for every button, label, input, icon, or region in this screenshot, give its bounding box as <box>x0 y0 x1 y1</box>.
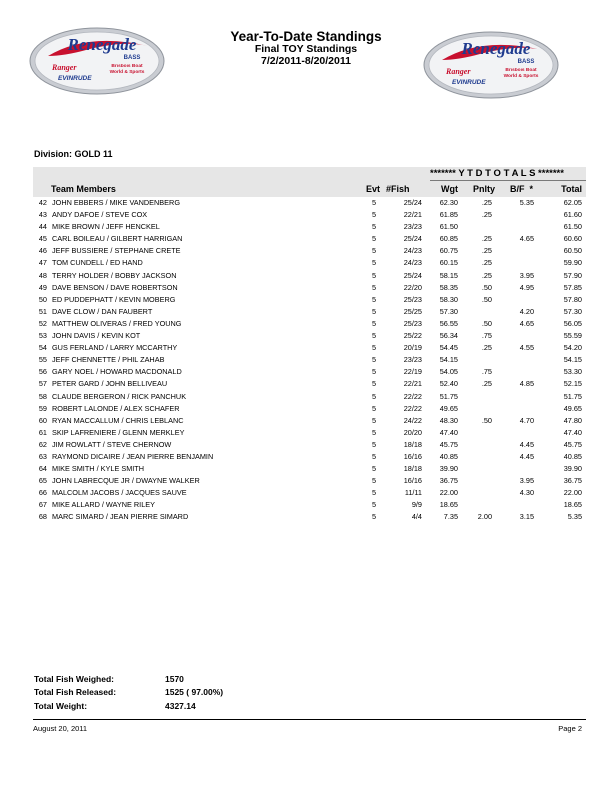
row-events: 5 <box>371 234 377 244</box>
row-total: 57.85 <box>563 282 582 292</box>
table-row <box>0 354 612 366</box>
svg-text:Ranger: Ranger <box>52 63 77 72</box>
row-rank: 56 <box>38 367 47 377</box>
row-total: 52.15 <box>563 379 582 389</box>
row-team-members: JOHN DAVIS / KEVIN KOT <box>52 331 141 341</box>
row-rank: 67 <box>38 500 47 510</box>
table-row <box>0 499 612 511</box>
row-total: 22.00 <box>563 488 582 498</box>
row-weight: 54.45 <box>439 343 458 353</box>
row-rank: 63 <box>38 451 47 461</box>
row-team-members: PETER GARD / JOHN BELLIVEAU <box>52 379 168 389</box>
table-row <box>0 282 612 294</box>
row-team-members: MIKE SMITH / KYLE SMITH <box>52 464 145 474</box>
row-big-fish: 4.85 <box>519 379 534 389</box>
svg-text:BASS: BASS <box>517 59 535 65</box>
row-events: 5 <box>371 464 377 474</box>
footer-rule <box>33 719 586 720</box>
row-team-members: DAVE CLOW / DAN FAUBERT <box>52 306 153 316</box>
row-rank: 60 <box>38 415 47 425</box>
row-fish-count: 22/19 <box>403 367 422 377</box>
row-team-members: TOM CUNDELL / ED HAND <box>52 258 143 268</box>
svg-text:EVINRUDE: EVINRUDE <box>452 79 486 86</box>
row-team-members: MALCOLM JACOBS / JACQUES SAUVE <box>52 488 187 498</box>
col-header-evt: Evt <box>366 184 381 194</box>
row-events: 5 <box>371 331 377 341</box>
row-fish-count: 25/22 <box>403 331 422 341</box>
table-row <box>0 233 612 245</box>
row-total: 47.80 <box>563 415 582 425</box>
renegade-bass-logo-right: Renegade BASS Ranger EVINRUDE Brisbois Boat World & Sports <box>422 30 560 100</box>
row-events: 5 <box>371 488 377 498</box>
row-team-members: ROBERT LALONDE / ALEX SCHAFER <box>52 403 180 413</box>
row-rank: 49 <box>38 282 47 292</box>
row-big-fish: 4.45 <box>519 439 534 449</box>
row-penalty: .75 <box>481 367 492 377</box>
row-penalty: .25 <box>481 379 492 389</box>
row-weight: 52.40 <box>439 379 458 389</box>
row-big-fish: 4.70 <box>519 415 534 425</box>
table-row <box>0 245 612 257</box>
table-row <box>0 391 612 403</box>
page-subtitle: Final TOY Standings <box>254 43 358 55</box>
row-events: 5 <box>371 306 377 316</box>
row-rank: 55 <box>38 355 47 365</box>
row-total: 45.75 <box>563 439 582 449</box>
row-total: 61.60 <box>563 210 582 220</box>
total-fish-weighed-value: 1570 <box>165 674 184 684</box>
row-penalty: .25 <box>481 343 492 353</box>
row-weight: 61.85 <box>439 210 458 220</box>
row-total: 51.75 <box>563 391 582 401</box>
row-total: 60.50 <box>563 246 582 256</box>
row-weight: 40.85 <box>439 451 458 461</box>
row-total: 54.15 <box>563 355 582 365</box>
row-rank: 44 <box>38 222 47 232</box>
row-penalty: .25 <box>481 210 492 220</box>
table-row <box>0 511 612 523</box>
row-big-fish: 4.95 <box>519 282 534 292</box>
row-events: 5 <box>371 403 377 413</box>
row-team-members: JIM ROWLATT / STEVE CHERNOW <box>52 439 172 449</box>
col-header-total: Total <box>561 184 582 194</box>
row-penalty: .50 <box>481 282 492 292</box>
table-row <box>0 439 612 451</box>
row-team-members: JOHN EBBERS / MIKE VANDENBERG <box>52 198 180 207</box>
row-fish-count: 16/16 <box>403 451 422 461</box>
row-total: 39.90 <box>563 464 582 474</box>
row-rank: 59 <box>38 403 47 413</box>
row-team-members: ANDY DAFOE / STEVE COX <box>52 210 148 220</box>
row-team-members: MATTHEW OLIVERAS / FRED YOUNG <box>52 318 182 328</box>
row-rank: 58 <box>38 391 47 401</box>
row-fish-count: 23/23 <box>403 222 422 232</box>
row-total: 18.65 <box>563 500 582 510</box>
svg-text:Ranger: Ranger <box>446 67 471 76</box>
row-rank: 64 <box>38 464 47 474</box>
row-total: 36.75 <box>563 476 582 486</box>
row-penalty: 2.00 <box>477 512 492 522</box>
row-weight: 54.15 <box>439 355 458 365</box>
row-total: 55.59 <box>563 331 582 341</box>
row-fish-count: 24/22 <box>403 415 422 425</box>
table-row <box>0 366 612 378</box>
row-events: 5 <box>371 427 377 437</box>
row-weight: 60.85 <box>439 234 458 244</box>
row-weight: 58.35 <box>439 282 458 292</box>
row-events: 5 <box>371 500 377 510</box>
row-penalty: .25 <box>481 246 492 256</box>
svg-text:Renegade: Renegade <box>67 35 137 54</box>
standings-table-body <box>0 197 612 524</box>
row-weight: 47.40 <box>439 427 458 437</box>
row-rank: 68 <box>38 512 47 522</box>
row-fish-count: 20/20 <box>403 427 422 437</box>
row-big-fish: 5.35 <box>519 198 534 207</box>
row-total: 53.30 <box>563 367 582 377</box>
row-team-members: DAVE BENSON / DAVE ROBERTSON <box>52 282 178 292</box>
row-total: 61.50 <box>563 222 582 232</box>
row-rank: 45 <box>38 234 47 244</box>
row-fish-count: 23/23 <box>403 355 422 365</box>
row-fish-count: 24/23 <box>403 258 422 268</box>
table-row <box>0 294 612 306</box>
row-team-members: JEFF CHENNETTE / PHIL ZAHAB <box>52 355 165 365</box>
row-events: 5 <box>371 282 377 292</box>
row-events: 5 <box>371 258 377 268</box>
row-rank: 65 <box>38 476 47 486</box>
row-events: 5 <box>371 270 377 280</box>
row-rank: 51 <box>38 306 47 316</box>
row-events: 5 <box>371 222 377 232</box>
row-total: 60.60 <box>563 234 582 244</box>
table-row <box>0 330 612 342</box>
table-row <box>0 378 612 390</box>
total-weight-value: 4327.14 <box>165 701 196 711</box>
page-title: Year-To-Date Standings <box>230 29 382 44</box>
col-header-bf-label: B/F <box>510 184 525 194</box>
footer-page: Page 2 <box>558 724 582 733</box>
row-rank: 50 <box>38 294 47 304</box>
row-fish-count: 18/18 <box>403 464 422 474</box>
table-row <box>0 451 612 463</box>
row-team-members: SKIP LAFRENIERE / GLENN MERKLEY <box>52 427 185 437</box>
table-row <box>0 487 612 499</box>
row-fish-count: 18/18 <box>403 439 422 449</box>
row-fish-count: 25/24 <box>403 198 422 207</box>
row-total: 57.80 <box>563 294 582 304</box>
row-penalty: .25 <box>481 234 492 244</box>
row-weight: 60.75 <box>439 246 458 256</box>
row-rank: 62 <box>38 439 47 449</box>
row-rank: 48 <box>38 270 47 280</box>
row-events: 5 <box>371 367 377 377</box>
row-weight: 56.55 <box>439 318 458 328</box>
row-penalty: .75 <box>481 331 492 341</box>
row-events: 5 <box>371 343 377 353</box>
row-team-members: ED PUDDEPHATT / KEVIN MOBERG <box>52 294 176 304</box>
row-rank: 53 <box>38 331 47 341</box>
row-weight: 39.90 <box>439 464 458 474</box>
row-rank: 52 <box>38 318 47 328</box>
table-row <box>0 318 612 330</box>
row-rank: 43 <box>38 210 47 220</box>
row-events: 5 <box>371 512 377 522</box>
table-row <box>0 270 612 282</box>
row-weight: 49.65 <box>439 403 458 413</box>
row-weight: 56.34 <box>439 331 458 341</box>
table-row <box>0 463 612 475</box>
row-rank: 57 <box>38 379 47 389</box>
row-weight: 60.15 <box>439 258 458 268</box>
row-events: 5 <box>371 355 377 365</box>
row-fish-count: 22/21 <box>403 379 422 389</box>
row-weight: 36.75 <box>439 476 458 486</box>
row-rank: 47 <box>38 258 47 268</box>
date-range: 7/2/2011-8/20/2011 <box>261 55 351 67</box>
row-team-members: JOHN LABRECQUE JR / DWAYNE WALKER <box>52 476 200 486</box>
table-row <box>0 221 612 233</box>
total-weight-label: Total Weight: <box>34 701 88 711</box>
table-row <box>0 306 612 318</box>
col-header-wgt: Wgt <box>441 184 458 194</box>
svg-text:EVINRUDE: EVINRUDE <box>58 75 92 82</box>
row-events: 5 <box>371 246 377 256</box>
row-weight: 62.30 <box>439 198 458 207</box>
row-total: 54.20 <box>563 343 582 353</box>
row-total: 57.30 <box>563 306 582 316</box>
ytd-totals-rule <box>430 180 586 181</box>
row-fish-count: 16/16 <box>403 476 422 486</box>
col-header-bf-mark: * <box>529 184 534 194</box>
row-weight: 51.75 <box>439 391 458 401</box>
row-events: 5 <box>371 198 377 207</box>
row-penalty: .25 <box>481 258 492 268</box>
row-fish-count: 25/24 <box>403 234 422 244</box>
table-row <box>0 257 612 269</box>
row-weight: 58.30 <box>439 294 458 304</box>
row-team-members: TERRY HOLDER / BOBBY JACKSON <box>52 270 177 280</box>
ytd-totals-header: ******* Y T D T O T A L S ******* <box>430 168 564 179</box>
row-penalty: .50 <box>481 318 492 328</box>
col-header-fish: #Fish <box>386 184 410 194</box>
table-row <box>0 415 612 427</box>
row-events: 5 <box>371 415 377 425</box>
row-fish-count: 25/25 <box>403 306 422 316</box>
row-total: 49.65 <box>563 403 582 413</box>
row-total: 56.05 <box>563 318 582 328</box>
row-team-members: JEFF BUSSIERE / STEPHANE CRETE <box>52 246 181 256</box>
row-weight: 22.00 <box>439 488 458 498</box>
row-events: 5 <box>371 391 377 401</box>
row-team-members: MARC SIMARD / JEAN PIERRE SIMARD <box>52 512 189 522</box>
row-fish-count: 24/23 <box>403 246 422 256</box>
row-big-fish: 3.95 <box>519 476 534 486</box>
row-weight: 7.35 <box>443 512 458 522</box>
row-big-fish: 4.55 <box>519 343 534 353</box>
row-events: 5 <box>371 318 377 328</box>
row-penalty: .25 <box>481 270 492 280</box>
row-total: 57.90 <box>563 270 582 280</box>
row-big-fish: 4.45 <box>519 451 534 461</box>
row-team-members: RYAN MACCALLUM / CHRIS LEBLANC <box>52 415 184 425</box>
table-row <box>0 403 612 415</box>
row-fish-count: 9/9 <box>411 500 422 510</box>
row-big-fish: 3.95 <box>519 270 534 280</box>
row-events: 5 <box>371 379 377 389</box>
row-fish-count: 11/11 <box>404 488 422 498</box>
row-total: 47.40 <box>563 427 582 437</box>
svg-text:BASS: BASS <box>123 55 141 61</box>
table-row <box>0 209 612 221</box>
row-events: 5 <box>371 476 377 486</box>
row-big-fish: 4.20 <box>519 306 534 316</box>
row-weight: 57.30 <box>439 306 458 316</box>
row-team-members: CARL BOILEAU / GILBERT HARRIGAN <box>52 234 183 244</box>
row-team-members: CLAUDE BERGERON / RICK PANCHUK <box>52 391 187 401</box>
svg-text:Renegade: Renegade <box>461 39 531 58</box>
row-fish-count: 25/23 <box>403 318 422 328</box>
row-fish-count: 25/24 <box>403 270 422 280</box>
row-fish-count: 25/23 <box>403 294 422 304</box>
col-header-bf <box>510 184 533 194</box>
row-weight: 58.15 <box>439 270 458 280</box>
row-rank: 46 <box>38 246 47 256</box>
total-fish-weighed-label: Total Fish Weighed: <box>34 674 114 684</box>
row-total: 62.05 <box>563 198 582 207</box>
row-team-members: MIKE BROWN / JEFF HENCKEL <box>52 222 160 232</box>
row-events: 5 <box>371 210 377 220</box>
row-rank: 42 <box>38 198 47 207</box>
row-total: 59.90 <box>563 258 582 268</box>
row-fish-count: 4/4 <box>411 512 422 522</box>
row-rank: 54 <box>38 343 47 353</box>
row-fish-count: 22/21 <box>403 210 422 220</box>
row-penalty: .50 <box>481 415 492 425</box>
renegade-bass-logo-left: Renegade BASS Ranger EVINRUDE Brisbois Boat World & Sports <box>28 26 166 96</box>
row-big-fish: 3.15 <box>519 512 534 522</box>
row-penalty: .50 <box>481 294 492 304</box>
row-fish-count: 22/20 <box>403 282 422 292</box>
row-events: 5 <box>371 439 377 449</box>
row-big-fish: 4.65 <box>519 234 534 244</box>
row-total: 40.85 <box>563 451 582 461</box>
row-team-members: GUS FERLAND / LARRY MCCARTHY <box>52 343 178 353</box>
table-row <box>0 197 612 209</box>
row-fish-count: 20/19 <box>403 343 422 353</box>
row-fish-count: 22/22 <box>403 391 422 401</box>
row-fish-count: 22/22 <box>403 403 422 413</box>
table-row <box>0 475 612 487</box>
row-team-members: RAYMOND DICAIRE / JEAN PIERRE BENJAMIN <box>52 451 214 461</box>
row-weight: 48.30 <box>439 415 458 425</box>
row-team-members: MIKE ALLARD / WAYNE RILEY <box>52 500 155 510</box>
row-weight: 61.50 <box>439 222 458 232</box>
col-header-pnlty: Pnlty <box>472 184 495 194</box>
col-header-team: Team Members <box>51 184 116 194</box>
total-fish-released-label: Total Fish Released: <box>34 687 117 697</box>
row-big-fish: 4.65 <box>519 318 534 328</box>
row-events: 5 <box>371 451 377 461</box>
row-events: 5 <box>371 294 377 304</box>
row-rank: 61 <box>38 427 47 437</box>
footer-date: August 20, 2011 <box>33 724 88 733</box>
row-weight: 18.65 <box>439 500 458 510</box>
row-big-fish: 4.30 <box>519 488 534 498</box>
row-total: 5.35 <box>567 512 582 522</box>
row-weight: 45.75 <box>439 439 458 449</box>
division-label: Division: GOLD 11 <box>34 149 113 159</box>
row-team-members: GARY NOEL / HOWARD MACDONALD <box>52 367 182 377</box>
table-row <box>0 427 612 439</box>
row-rank: 66 <box>38 488 47 498</box>
row-weight: 54.05 <box>439 367 458 377</box>
total-fish-released-value: 1525 ( 97.00%) <box>165 687 224 697</box>
table-row <box>0 342 612 354</box>
row-penalty: .25 <box>481 198 492 207</box>
